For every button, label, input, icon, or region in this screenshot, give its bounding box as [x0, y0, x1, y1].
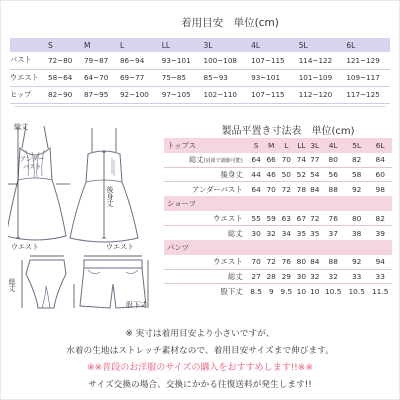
size-header: S: [248, 138, 265, 153]
table-cell: 86~94: [116, 52, 158, 69]
table-row: [164, 167, 392, 182]
table-cell: 52: [295, 167, 308, 182]
table-cell: 93~101: [158, 52, 200, 69]
table-cell: 80: [345, 211, 368, 226]
size-header: 4L: [321, 138, 344, 153]
table-cell: 8.5: [250, 286, 262, 296]
table-cell: 92~100: [116, 86, 158, 103]
table-cell: 27: [248, 269, 265, 284]
size-header: LL: [158, 38, 200, 52]
size-header: L: [278, 138, 295, 153]
table-cell: 58: [345, 167, 368, 182]
row-label: アンダーバスト: [191, 184, 243, 194]
table-cell: 9: [268, 286, 274, 296]
size-header: 6L: [368, 138, 392, 153]
size-header: 5L: [345, 138, 368, 153]
table-cell: 44: [248, 167, 265, 182]
table-cell: 50: [278, 167, 295, 182]
table-row: [164, 226, 392, 241]
note-line-4: サイズ交換の場合、交換にかかる往復送料が発生します!!: [88, 380, 312, 390]
label-total-length-bottom: 総丈: [8, 278, 16, 292]
table-cell: 69~77: [116, 69, 158, 86]
table-cell: 121~129: [342, 52, 390, 69]
size-guide-header-row: [10, 38, 390, 52]
product-measurements-table: [164, 138, 392, 299]
row-label: ウエスト: [10, 69, 44, 86]
size-header: L: [116, 38, 158, 52]
table-cell: 30: [295, 269, 308, 284]
table-cell: 94: [368, 255, 392, 270]
shorts-drawing: [26, 260, 66, 308]
notes-block: [0, 326, 400, 394]
row-label: ヒップ: [10, 86, 44, 103]
table-cell: 70: [266, 184, 276, 194]
table-cell: 82: [368, 211, 392, 226]
table-cell: 29: [278, 269, 295, 284]
table-cell: 10: [296, 286, 307, 296]
table-cell: 56: [321, 167, 344, 182]
note-line-3: ※※普段のお洋服のサイズの購入をおすすめします!!※※: [87, 363, 313, 373]
table-cell: 107~115: [247, 86, 295, 103]
table-cell: 67: [295, 211, 308, 226]
table-row: [164, 269, 392, 284]
table-row: [164, 211, 392, 226]
table-cell: 11.5: [371, 286, 389, 296]
table-cell: 63: [278, 211, 295, 226]
row-label: 後身丈: [164, 167, 248, 182]
table-cell: 114~122: [295, 52, 343, 69]
table-cell: 85~93: [200, 69, 248, 86]
table-cell: 54: [308, 167, 321, 182]
table-cell: 107~115: [247, 52, 295, 69]
table-row: [164, 284, 392, 299]
table-cell: 84: [368, 153, 392, 168]
label-underbust: アンダー バスト: [20, 156, 45, 171]
table-cell: 75~85: [158, 69, 200, 86]
table-cell: 35: [310, 228, 320, 238]
table-cell: 35: [296, 228, 307, 238]
size-guide-row-waist: [10, 69, 390, 86]
table-cell: 33: [345, 269, 368, 284]
table-cell: 38: [351, 228, 362, 238]
section-header-tops: トップス: [164, 138, 248, 153]
measurements-header-row: [164, 138, 392, 153]
size-header: M: [264, 138, 277, 153]
size-header: 3L: [200, 38, 248, 52]
size-guide-table: [10, 38, 390, 104]
section-header-pants-row: [164, 240, 392, 255]
row-label: 股下丈: [220, 286, 243, 296]
table-cell: 39: [375, 228, 385, 238]
table-cell: 77: [308, 153, 321, 168]
section-header-pants: パンツ: [164, 240, 392, 255]
table-cell: 64~70: [80, 69, 116, 86]
table-cell: 58~64: [44, 69, 80, 86]
size-guide-row-hip: [10, 86, 390, 103]
table-cell: 93~101: [247, 69, 295, 86]
table-cell: 9.5: [280, 286, 293, 296]
table-cell: 72: [281, 184, 291, 194]
table-cell: 98: [375, 184, 385, 194]
size-header: LL: [295, 138, 308, 153]
label-waist-shorts: ウエスト: [11, 243, 39, 251]
table-cell: 70: [248, 255, 265, 270]
size-header: 3L: [308, 138, 321, 153]
table-cell: 33: [368, 269, 392, 284]
size-guide-row-bust: [10, 52, 390, 69]
table-cell: 10: [310, 286, 320, 296]
garment-diagrams: [8, 118, 156, 318]
table-cell: 55: [248, 211, 265, 226]
table-cell: 76: [278, 255, 295, 270]
product-measurements-title: 製品平置き寸法表 単位(cm): [221, 126, 355, 137]
size-header: 5L: [295, 38, 343, 52]
row-label: 総丈: [227, 228, 243, 238]
note-line-1: ※ 実寸は着用目安より小さいですが、: [125, 329, 275, 339]
table-cell: 79~87: [80, 52, 116, 69]
size-header: 4L: [247, 38, 295, 52]
table-cell: 82~90: [44, 86, 80, 103]
table-cell: 59: [264, 211, 277, 226]
size-header: M: [80, 38, 116, 52]
table-cell: 87~95: [80, 86, 116, 103]
table-cell: 32: [321, 269, 344, 284]
table-cell: 109~117: [342, 69, 390, 86]
table-cell: 72: [264, 255, 277, 270]
table-cell: 64: [248, 153, 265, 168]
table-cell: 32: [308, 269, 321, 284]
table-cell: 112~120: [295, 86, 343, 103]
size-guide-title: 着用目安 単位(cm): [181, 17, 279, 29]
table-cell: 100~108: [200, 52, 248, 69]
size-header: S: [44, 38, 80, 52]
row-label: 総丈: [164, 269, 248, 284]
front-top-drawing: [8, 126, 66, 240]
table-cell: 70: [278, 153, 295, 168]
row-label: バスト: [10, 52, 44, 69]
table-cell: 30: [251, 228, 261, 238]
table-row: [164, 182, 392, 197]
table-cell: 60: [368, 167, 392, 182]
row-label: 総丈(肩紐で調節可能): [164, 153, 248, 168]
label-back-length: 後身丈: [106, 186, 114, 207]
label-inseam: 股下丈: [126, 301, 147, 309]
table-cell: 64: [251, 184, 261, 194]
row-note: (肩紐で調節可能): [203, 158, 243, 165]
note-line-2: 水着の生地はストレッチ素材なので、着用目安サイズまで伸びます。: [66, 346, 334, 356]
section-header-shorts: ショーツ: [164, 196, 392, 211]
table-row: [164, 153, 392, 168]
table-cell: 117~125: [342, 86, 390, 103]
label-total-length: 総丈: [14, 123, 28, 131]
table-cell: 76: [321, 211, 344, 226]
table-row: [164, 255, 392, 270]
table-cell: 101~109: [295, 69, 343, 86]
table-cell: 37: [328, 228, 338, 238]
section-divider: [14, 106, 386, 107]
table-cell: 97~105: [158, 86, 200, 103]
table-cell: 66: [264, 153, 277, 168]
section-header-shorts-row: [164, 196, 392, 211]
table-cell: 88: [321, 255, 344, 270]
table-cell: 88: [328, 184, 338, 194]
table-cell: 10.5: [348, 286, 365, 296]
table-cell: 74: [295, 153, 308, 168]
table-cell: 92: [351, 184, 362, 194]
table-cell: 84: [310, 184, 320, 194]
label-waist-pants: ウエスト: [106, 243, 134, 251]
table-cell: 102~110: [200, 86, 248, 103]
table-cell: 28: [264, 269, 277, 284]
table-cell: 80: [321, 153, 344, 168]
table-cell: 82: [345, 153, 368, 168]
table-cell: 34: [281, 228, 291, 238]
garment-svg: [8, 118, 156, 318]
row-label: ウエスト: [164, 211, 248, 226]
table-cell: 84: [308, 255, 321, 270]
size-header: 6L: [342, 38, 390, 52]
table-cell: 92: [345, 255, 368, 270]
table-cell: 80: [295, 255, 308, 270]
table-cell: 72: [308, 211, 321, 226]
table-cell: 32: [266, 228, 276, 238]
row-label: ウエスト: [164, 255, 248, 270]
table-cell: 46: [264, 167, 277, 182]
table-cell: 72~80: [44, 52, 80, 69]
table-cell: 78: [296, 184, 307, 194]
table-cell: 10.5: [324, 286, 342, 296]
